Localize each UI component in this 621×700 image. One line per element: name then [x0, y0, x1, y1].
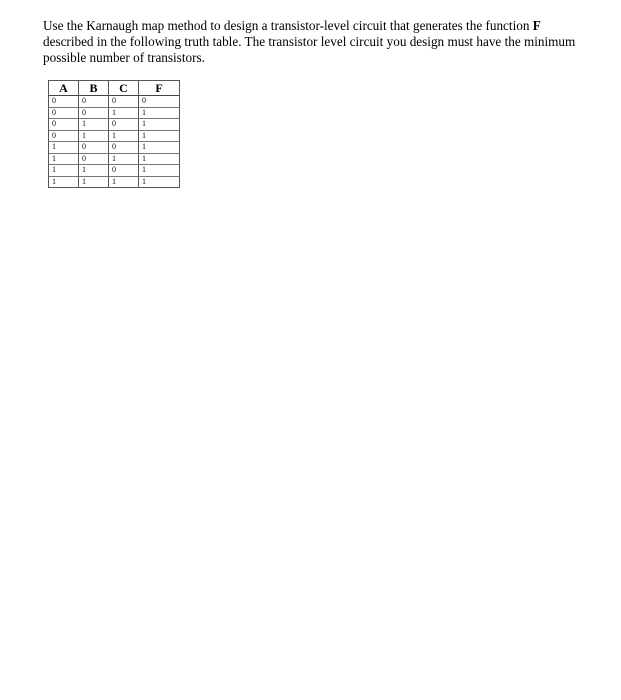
cell-b: 0: [78, 96, 108, 108]
header-a: A: [49, 81, 78, 96]
cell-f: 0: [138, 96, 179, 108]
cell-a: 0: [49, 96, 78, 108]
cell-b: 1: [78, 119, 108, 131]
cell-f: 1: [138, 131, 179, 143]
problem-text-2: described in the following truth table. The transistor level circuit you design must have the minimum possible number of transistors.: [43, 34, 576, 65]
truth-table: [48, 80, 180, 188]
problem-text-1: Use the Karnaugh map method to design a transistor-level circuit that generates the function: [43, 18, 533, 33]
cell-a: 0: [49, 119, 78, 131]
cell-a: 1: [49, 165, 78, 177]
cell-c: 0: [108, 142, 138, 154]
table-row: [49, 108, 179, 120]
cell-c: 1: [108, 154, 138, 166]
cell-c: 0: [108, 165, 138, 177]
cell-a: 1: [49, 142, 78, 154]
cell-c: 1: [108, 108, 138, 120]
cell-f: 1: [138, 154, 179, 166]
cell-c: 0: [108, 119, 138, 131]
cell-a: 1: [52, 176, 56, 186]
cell-a: 0: [49, 108, 78, 120]
table-row: [49, 96, 179, 108]
function-name-F: F: [532, 18, 541, 33]
cell-b: 0: [78, 142, 108, 154]
cell-b: 1: [78, 131, 108, 143]
cell-a: 1: [49, 154, 78, 166]
cell-f: 1: [138, 142, 179, 154]
cell-f: 1: [138, 177, 179, 188]
cell-b: 0: [78, 108, 108, 120]
header-c: C: [108, 81, 138, 96]
table-row: [49, 131, 179, 143]
cell-b: 1: [78, 177, 108, 188]
cell-c: 1: [108, 177, 138, 188]
table-row: [49, 119, 179, 131]
cell-b: 0: [78, 154, 108, 166]
cell-c: 1: [108, 131, 138, 143]
table-row: [49, 165, 179, 177]
cell-a: 0: [49, 131, 78, 143]
table-row: [49, 177, 179, 188]
cell-f: 1: [138, 119, 179, 131]
header-f: F: [138, 81, 179, 96]
header-b: B: [78, 81, 108, 96]
table-row: [49, 154, 179, 166]
cell-b: 1: [78, 165, 108, 177]
cell-c: 0: [108, 96, 138, 108]
cell-f: 1: [138, 108, 179, 120]
truth-table-header-row: [49, 81, 179, 96]
problem-statement: [43, 18, 583, 66]
cell-f: 1: [138, 165, 179, 177]
table-row: [49, 142, 179, 154]
